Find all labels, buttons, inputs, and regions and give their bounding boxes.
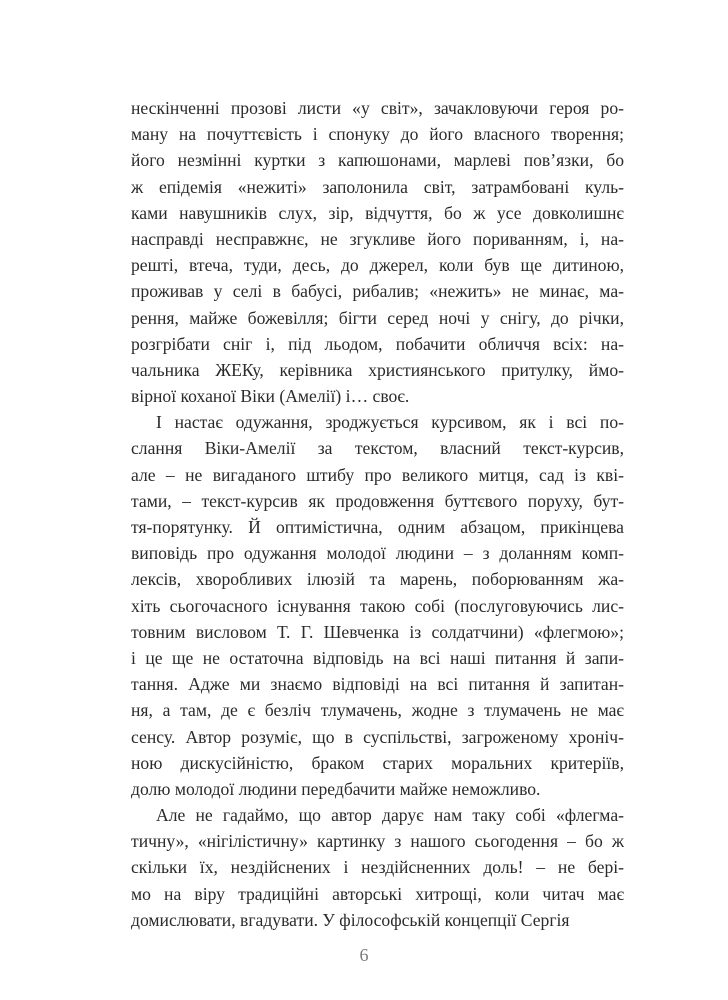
text-line: тами, – текст-курсив як продовження буттєвого поруху, бут- [131, 490, 624, 511]
body-text [131, 95, 624, 933]
text-line: і це ще не остаточна відповідь на всі наші питання й запи- [131, 647, 624, 668]
text-line: тичну», «нігілістичну» картинку з нашого сьогодення – бо ж [131, 831, 624, 852]
text-line: домислювати, вгадувати. У філософській концепції Сергія [131, 909, 570, 930]
text-line: але – не вигаданого штибу про великого митця, сад із кві- [131, 464, 624, 485]
text-line: проживав у селі в бабусі, рибалив; «нежить» не минає, ма- [131, 281, 624, 302]
text-line: ж епідемія «нежиті» заполонила світ, затрамбовані куль- [131, 176, 624, 197]
text-line: хіть сьогочасного існування такою собі (послуговуючись лис- [131, 595, 624, 616]
text-line: ною дискусійністю, браком старих моральних критеріїв, [131, 752, 624, 773]
paragraph [131, 95, 624, 409]
text-line: мо на віру традиційні авторські хитрощі, коли читач має [131, 883, 624, 904]
text-line: насправді несправжнє, не згукливе його пориванням, і, на- [131, 228, 624, 249]
text-line: слання Віки-Амелії за текстом, власний текст-курсив, [131, 438, 624, 459]
text-line: тання. Адже ми знаємо відповіді на всі питання й запитан- [131, 674, 624, 695]
text-line: рення, майже божевілля; бігти серед ночі у снігу, до річки, [131, 307, 624, 328]
text-line: ками навушників слух, зір, відчуття, бо ж усе довколишнє [131, 202, 624, 223]
text-line: тя-порятунку. Й оптимістична, одним абзацом, прикінцева [131, 517, 624, 537]
text-line: І настає одужання, зроджується курсивом, як і всі по- [156, 412, 624, 433]
text-line: чальника ЖЕКу, керівника християнського притулку, ймо- [131, 359, 624, 380]
paragraph [131, 409, 624, 802]
text-line: решті, втеча, туди, десь, до джерел, коли був ще дитиною, [131, 255, 624, 276]
text-line: Але не гадаймо, що автор дарує нам таку собі «флегма- [156, 805, 624, 826]
text-line: нескінченні прозові листи «у світ», зачакловуючи героя ро- [131, 98, 624, 118]
page-number: 6 [359, 945, 369, 965]
text-line: долю молодої людини передбачити майже неможливо. [131, 778, 541, 799]
text-line: виповідь про одужання молодої людини – з доланням комп- [131, 543, 624, 564]
text-line: розгрібати сніг і, під льодом, побачити обличчя всіх: на- [131, 333, 624, 354]
text-line: ману на почуттєвість і спонуку до його власного творення; [131, 124, 624, 145]
text-line: товним висловом Т. Г. Шевченка із солдатчини) «флегмою»; [131, 621, 624, 642]
text-line: його незмінні куртки з капюшонами, марлеві пов’язки, бо [131, 150, 624, 171]
text-line: сенсу. Автор розуміє, що в суспільстві, загроженому хроніч- [131, 726, 624, 747]
text-line: лексів, хворобливих ілюзій та марень, поборюванням жа- [131, 569, 624, 590]
paragraph [131, 802, 624, 933]
text-line: скільки їх, нездійснених і нездійсненних доль! – не бері- [131, 857, 624, 878]
text-line: ня, а там, де є безліч тлумачень, жодне з тлумачень не має [131, 700, 624, 721]
text-line: вірної коханої Віки (Амелії) і… своє. [131, 386, 410, 407]
